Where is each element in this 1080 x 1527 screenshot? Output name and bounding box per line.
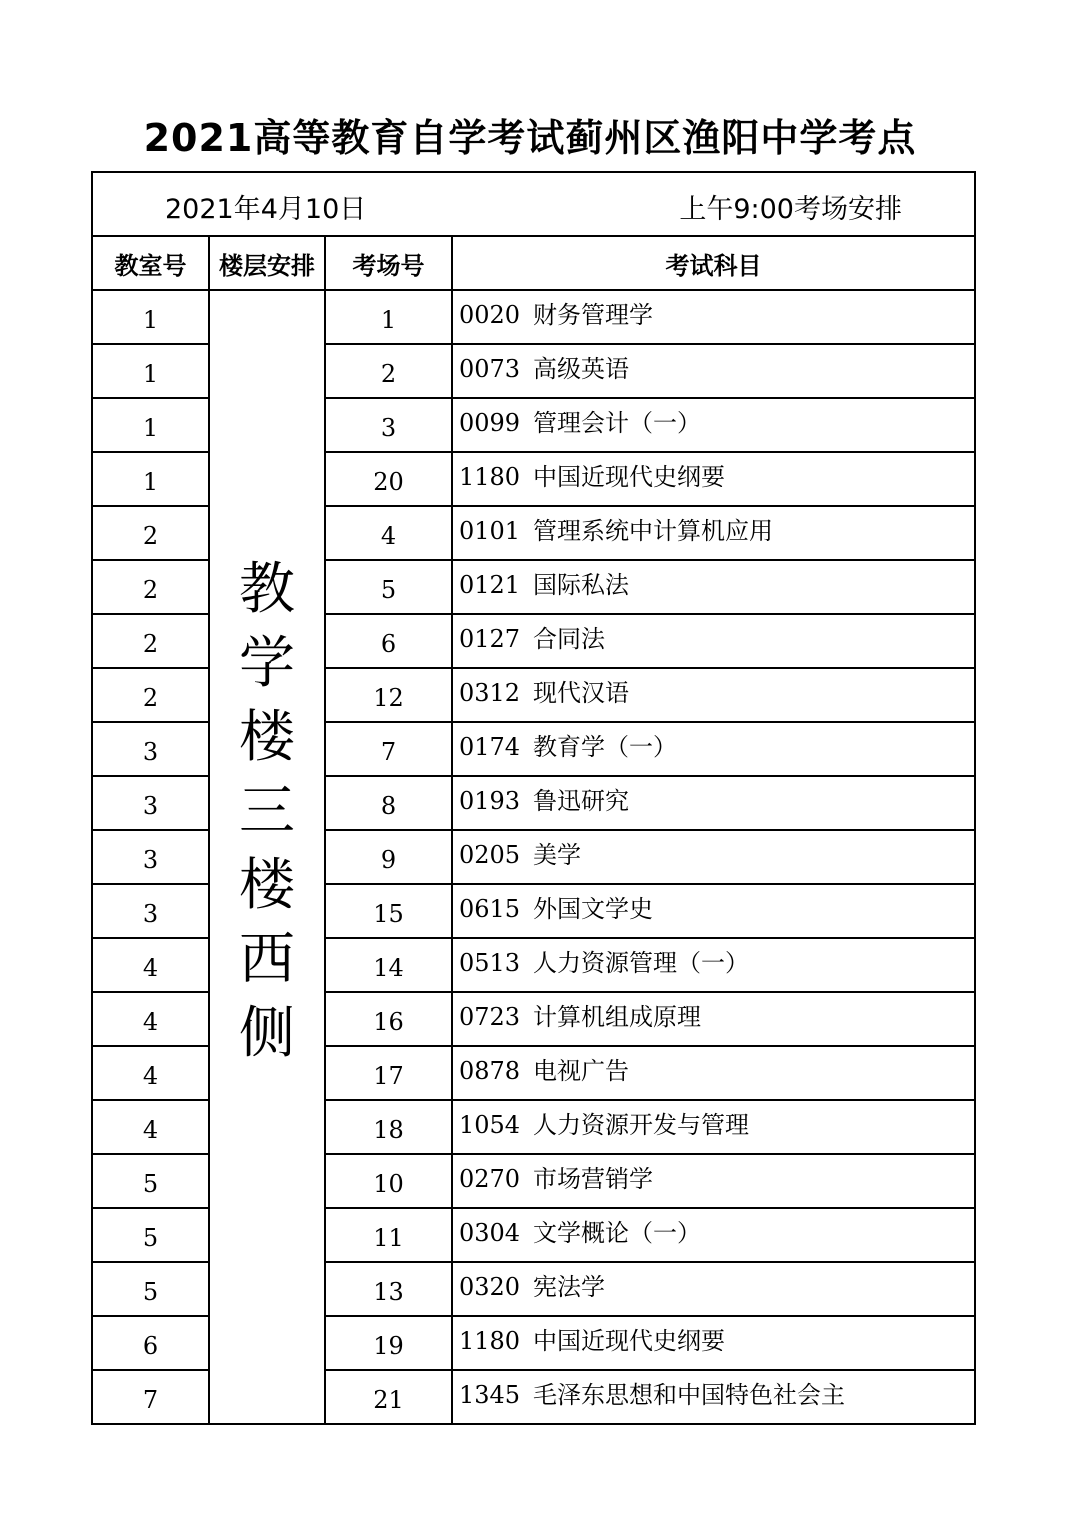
exam-room-cell: 1 <box>325 290 452 344</box>
classroom-cell: 3 <box>92 776 209 830</box>
subject-cell <box>452 1046 975 1100</box>
subject-cell <box>452 506 975 560</box>
exam-room-cell: 16 <box>325 992 452 1046</box>
classroom-cell: 7 <box>92 1370 209 1424</box>
subject-code: 0205 <box>459 841 521 869</box>
exam-room-cell: 13 <box>325 1262 452 1316</box>
floor-cell <box>209 290 325 1424</box>
subject-name: 管理会计（一） <box>533 409 701 437</box>
subject-code: 0099 <box>459 409 521 437</box>
page-title: 2021高等教育自学考试蓟州区渔阳中学考点 <box>143 116 917 160</box>
subject-name: 美学 <box>533 841 581 869</box>
exam-room-cell: 9 <box>325 830 452 884</box>
subject-name: 国际私法 <box>533 571 629 599</box>
subject-code: 0878 <box>459 1057 521 1085</box>
subject-name: 宪法学 <box>533 1273 605 1301</box>
header-floor: 楼层安排 <box>209 236 325 290</box>
exam-room-cell: 21 <box>325 1370 452 1424</box>
subject-cell <box>452 938 975 992</box>
subject-cell <box>452 776 975 830</box>
classroom-cell: 3 <box>92 830 209 884</box>
subject-cell <box>452 344 975 398</box>
subject-name: 毛泽东思想和中国特色社会主 <box>533 1381 845 1409</box>
classroom-cell: 2 <box>92 668 209 722</box>
classroom-cell: 1 <box>92 344 209 398</box>
subject-code: 0320 <box>459 1273 521 1301</box>
table-row <box>92 290 975 344</box>
subject-name: 外国文学史 <box>533 895 653 923</box>
classroom-cell: 4 <box>92 1100 209 1154</box>
subject-code: 0101 <box>459 517 521 545</box>
classroom-cell: 4 <box>92 1046 209 1100</box>
exam-room-cell: 10 <box>325 1154 452 1208</box>
subject-cell <box>452 614 975 668</box>
exam-room-cell: 5 <box>325 560 452 614</box>
session-label: 上午9:00考场安排 <box>679 194 902 225</box>
subject-code: 1054 <box>459 1111 521 1139</box>
subject-name: 中国近现代史纲要 <box>533 463 725 491</box>
subject-name: 市场营销学 <box>533 1165 653 1193</box>
exam-room-cell: 2 <box>325 344 452 398</box>
classroom-cell: 1 <box>92 452 209 506</box>
subject-name: 高级英语 <box>533 355 629 383</box>
exam-room-cell: 12 <box>325 668 452 722</box>
classroom-cell: 2 <box>92 506 209 560</box>
header-subject: 考试科目 <box>452 236 975 290</box>
subject-cell <box>452 884 975 938</box>
subject-cell <box>452 1208 975 1262</box>
subject-name: 管理系统中计算机应用 <box>533 517 773 545</box>
classroom-cell: 5 <box>92 1262 209 1316</box>
exam-date: 2021年4月10日 <box>165 194 367 225</box>
subject-name: 人力资源管理（一） <box>533 949 749 977</box>
subject-cell <box>452 668 975 722</box>
classroom-cell: 1 <box>92 398 209 452</box>
subject-code: 1345 <box>459 1381 521 1409</box>
subject-name: 教育学（一） <box>533 733 677 761</box>
classroom-cell: 2 <box>92 614 209 668</box>
subject-code: 0121 <box>459 571 521 599</box>
floor-location-text: 教学楼三楼西侧 <box>239 557 295 1066</box>
exam-room-cell: 8 <box>325 776 452 830</box>
exam-room-cell: 7 <box>325 722 452 776</box>
subject-code: 0615 <box>459 895 521 923</box>
subject-cell <box>452 722 975 776</box>
subject-cell <box>452 452 975 506</box>
subject-name: 合同法 <box>533 625 605 653</box>
subject-code: 1180 <box>459 1327 521 1355</box>
subject-cell <box>452 398 975 452</box>
subject-cell <box>452 992 975 1046</box>
header-classroom: 教室号 <box>92 236 209 290</box>
table-body <box>92 290 975 1424</box>
classroom-cell: 4 <box>92 938 209 992</box>
classroom-cell: 3 <box>92 884 209 938</box>
subject-name: 人力资源开发与管理 <box>533 1111 749 1139</box>
subject-cell <box>452 1154 975 1208</box>
classroom-cell: 6 <box>92 1316 209 1370</box>
subject-name: 中国近现代史纲要 <box>533 1327 725 1355</box>
subject-cell <box>452 1100 975 1154</box>
subject-name: 鲁迅研究 <box>533 787 629 815</box>
subject-code: 0723 <box>459 1003 521 1031</box>
exam-room-cell: 19 <box>325 1316 452 1370</box>
classroom-cell: 4 <box>92 992 209 1046</box>
exam-room-cell: 11 <box>325 1208 452 1262</box>
subject-cell <box>452 560 975 614</box>
subject-cell <box>452 1316 975 1370</box>
exam-room-cell: 17 <box>325 1046 452 1100</box>
subject-code: 0193 <box>459 787 521 815</box>
subject-code: 0127 <box>459 625 521 653</box>
subject-code: 0020 <box>459 301 521 329</box>
exam-room-cell: 6 <box>325 614 452 668</box>
subject-name: 财务管理学 <box>533 301 653 329</box>
classroom-cell: 1 <box>92 290 209 344</box>
subject-name: 现代汉语 <box>533 679 629 707</box>
exam-room-cell: 18 <box>325 1100 452 1154</box>
subject-cell <box>452 1262 975 1316</box>
date-row <box>92 172 975 236</box>
subject-code: 0513 <box>459 949 521 977</box>
classroom-cell: 5 <box>92 1154 209 1208</box>
subject-name: 电视广告 <box>533 1057 629 1085</box>
header-exam-room: 考场号 <box>325 236 452 290</box>
subject-name: 文学概论（一） <box>533 1219 701 1247</box>
subject-cell <box>452 830 975 884</box>
subject-code: 0073 <box>459 355 521 383</box>
subject-code: 0270 <box>459 1165 521 1193</box>
subject-name: 计算机组成原理 <box>533 1003 701 1031</box>
classroom-cell: 5 <box>92 1208 209 1262</box>
exam-room-cell: 4 <box>325 506 452 560</box>
subject-cell <box>452 290 975 344</box>
subject-code: 1180 <box>459 463 521 491</box>
header-row <box>92 236 975 290</box>
exam-room-cell: 20 <box>325 452 452 506</box>
subject-code: 0174 <box>459 733 521 761</box>
classroom-cell: 2 <box>92 560 209 614</box>
subject-code: 0304 <box>459 1219 521 1247</box>
subject-code: 0312 <box>459 679 521 707</box>
date-cell <box>92 172 975 236</box>
exam-room-cell: 14 <box>325 938 452 992</box>
exam-room-cell: 3 <box>325 398 452 452</box>
exam-schedule-table <box>91 171 976 1425</box>
exam-room-cell: 15 <box>325 884 452 938</box>
classroom-cell: 3 <box>92 722 209 776</box>
subject-cell <box>452 1370 975 1424</box>
